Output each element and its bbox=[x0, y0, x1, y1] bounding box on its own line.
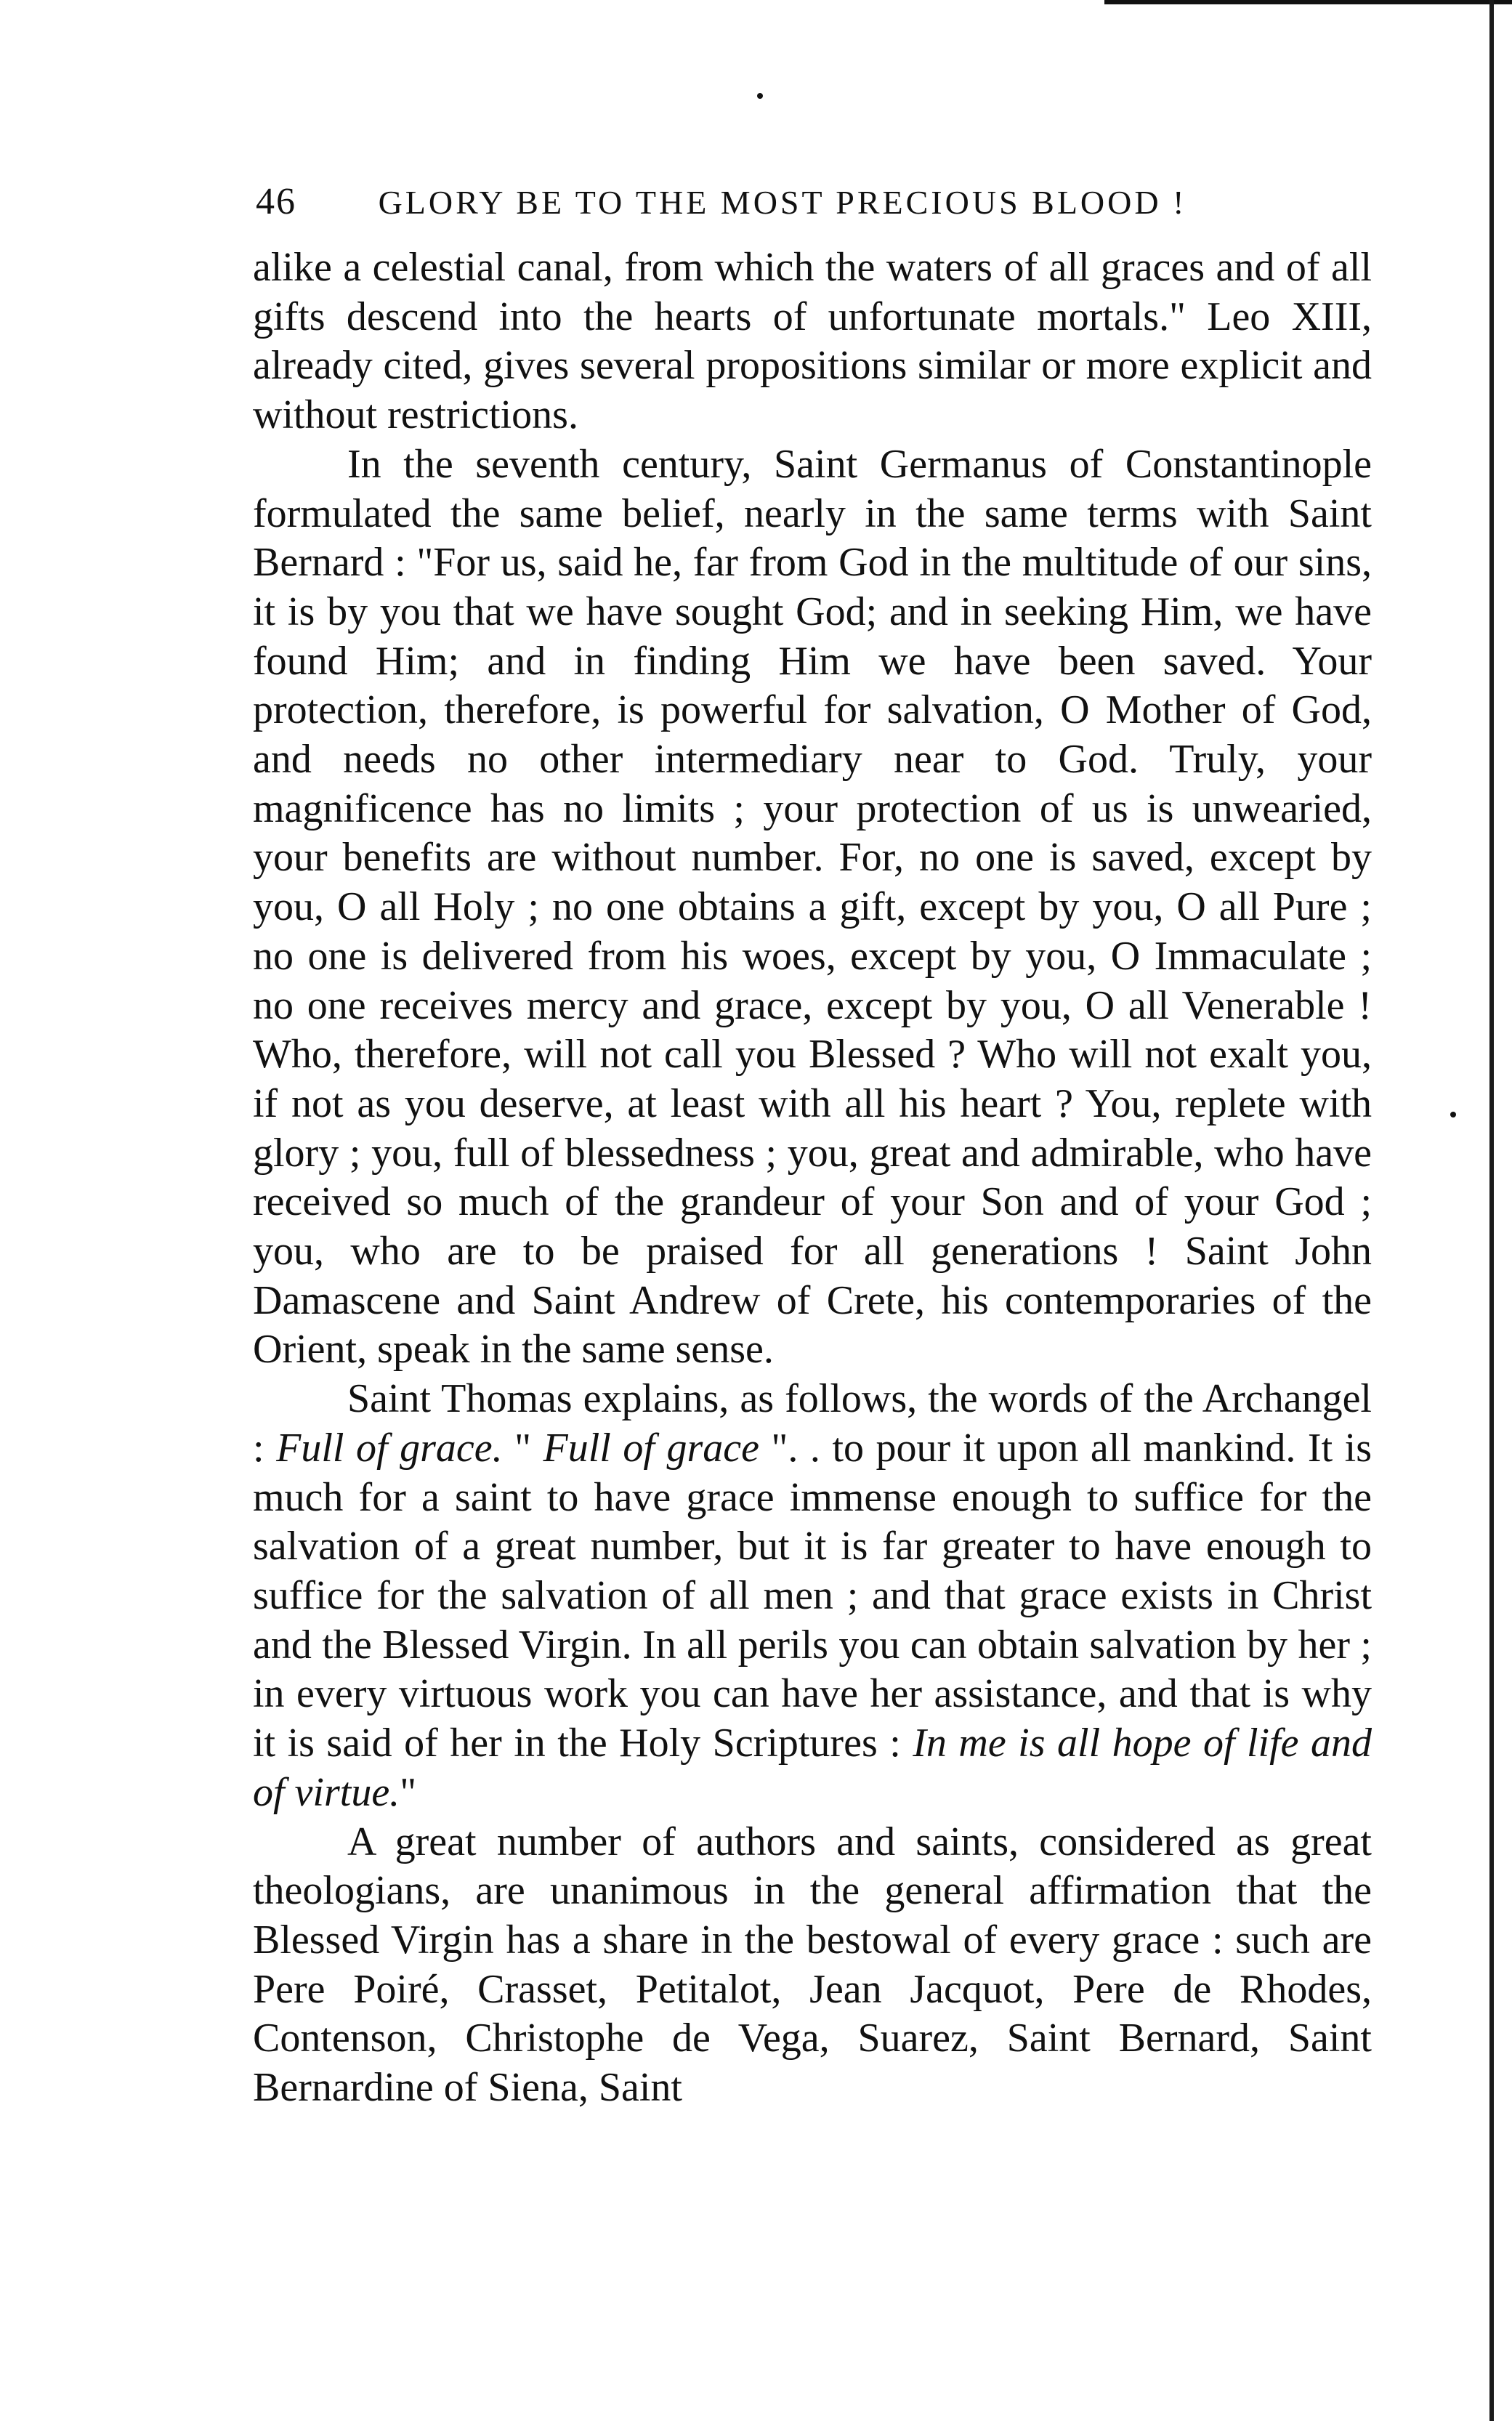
page-edge-rule bbox=[1489, 0, 1494, 2421]
paragraph-2: In the seventh century, Saint Germanus of Constantinople formulated the same belief, nearly in the same terms with Saint Bernard : "For us, said he, far from God in the multitude of our sins, it is by you that we have sought God; and in seeking Him, we have found Him; and in finding Him we have been saved. Your protection, therefore, is powerful for salvation, O Mother of God, and needs no other intermediary near to God. Truly, your magnificence has no limits ; your protection of us is unwearied, your benefits are without number. For, no one is saved, except by you, O all Holy ; no one obtains a gift, except by you, O all Pure ; no one is delivered from his woes, except by you, O Immaculate ; no one receives mercy and grace, except by you, O all Venerable ! Who, therefore, will not call you Blessed ? Who will not exalt you, if not as you deserve, at least with all his heart ? You, replete with glory ; you, full of blessedness ; you, great and admirable, who have received so much of the grandeur of your Son and of your God ; you, who are to be praised for all generations ! Saint John Damascene and Saint Andrew of Crete, his contemporaries of the Orient, speak in the same sense. bbox=[253, 441, 1372, 1373]
running-head: GLORY BE TO THE MOST PRECIOUS BLOOD ! bbox=[378, 184, 1187, 221]
ink-speck bbox=[757, 93, 763, 99]
top-edge-rule bbox=[1104, 0, 1512, 4]
ink-speck bbox=[1450, 1112, 1456, 1117]
paragraph-3-italic-quote-1: Full of grace. bbox=[276, 1425, 503, 1471]
paragraph-1: alike a celestial canal, from which the waters of all graces and of all gifts descend into the hearts of unfortunate mortals." Leo XIII, already cited, gives several propositions similar or more explicit and without restrictions. bbox=[253, 245, 1372, 438]
paragraph-3-italic-quote-2: Full of grace bbox=[543, 1425, 759, 1471]
paragraph-4: A great number of authors and saints, considered as great theologians, are unanimous in the general affirmation that the Blessed Virgin has a share in the bestowal of every grace : such are Pere Poiré, Crasset, Petitalot, Jean Jacquot, Pere de Rhodes, Contenson, Christophe de Vega, Suarez, Saint Bernard, Saint Bernardine of Siena, Saint bbox=[253, 1819, 1372, 2111]
paragraph-3-text-middle: " bbox=[502, 1425, 543, 1471]
paragraph-3-italic-quote-3: In me is all hope of life and of virtue. bbox=[253, 1721, 1372, 1815]
page-number: 46 bbox=[256, 181, 296, 222]
paragraph-3-text-end: " bbox=[400, 1769, 417, 1815]
paragraph-3-text-after: ". . to pour it upon all mankind. It is much for a saint to have grace immense enough to suffice for the salvation of a great number, but it is far greater to have enough to suffice for the salvation of all men ; and that grace exists in Christ and the Blessed Virgin. In all perils you can obtain salvation by her ; in every virtuous work you can have her assistance, and that is why it is said of her in the Holy Scriptures : bbox=[253, 1425, 1372, 1766]
paragraph-3 bbox=[253, 1375, 1372, 1817]
page-header bbox=[256, 180, 1215, 231]
paragraph-3-text-before: Saint Thomas explains, as follows, the words of the Archangel : bbox=[253, 1376, 1372, 1471]
body-text bbox=[253, 243, 1372, 2113]
